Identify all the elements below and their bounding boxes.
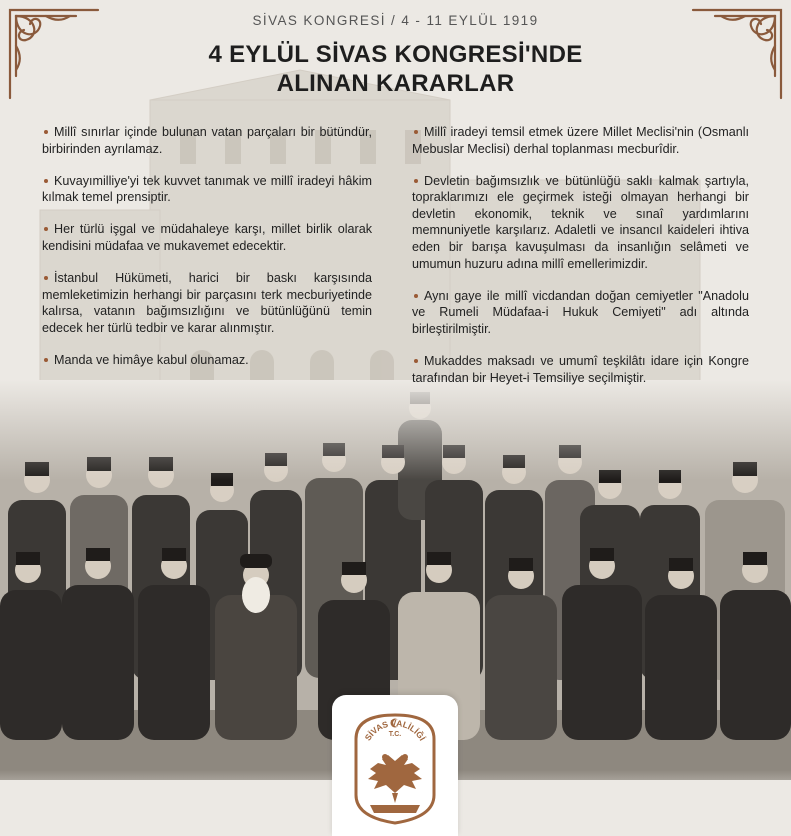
decision-item: Mukaddes maksadı ve umumî teşkilâtı idare için Kongre tarafından bir Heyet-i Temsiliye seçilmiştir. bbox=[412, 354, 749, 385]
decision-item: Millî sınırlar içinde bulunan vatan parçaları bir bütündür, birbirinden ayrılamaz. bbox=[42, 125, 372, 156]
bullet-dot bbox=[414, 294, 418, 298]
title-line-2: ALINAN KARARLAR bbox=[276, 70, 515, 97]
decisions-right-column bbox=[412, 124, 749, 402]
sivas-valiligi-emblem bbox=[352, 709, 438, 827]
decision-item: Her türlü işgal ve müdahaleye karşı, millet birlik olarak kendisini müdafaa ve mukavemet edecektir. bbox=[42, 222, 372, 253]
bullet-dot bbox=[44, 227, 48, 231]
bullet-dot bbox=[414, 130, 418, 134]
bullet-dot bbox=[44, 358, 48, 362]
header-subtitle: SİVAS KONGRESİ / 4 - 11 EYLÜL 1919 bbox=[252, 13, 539, 28]
decision-item: Kuvayımilliye'yi tek kuvvet tanımak ve millî iradeyi hâkim kılmak temel prensiptir. bbox=[42, 173, 372, 205]
emblem-top-text: T.C. bbox=[388, 731, 402, 738]
bullet-dot bbox=[44, 276, 48, 280]
decision-item: Manda ve himâye kabul olunamaz. bbox=[42, 352, 372, 369]
bullet-dot bbox=[414, 359, 418, 363]
decisions-left-column bbox=[42, 124, 372, 384]
bullet-dot bbox=[44, 130, 48, 134]
bullet-dot bbox=[44, 179, 48, 183]
decision-item: Aynı gaye ile millî vicdandan doğan cemiyetler "Anadolu ve Rumeli Müdafaa-i Hukuk Cemiyeti" adı altında birleştirilmiştir. bbox=[412, 288, 749, 336]
emblem-arc-text: SİVAS VALİLİĞİ bbox=[362, 717, 428, 743]
title-line-1: 4 EYLÜL SİVAS KONGRESİ'NDE bbox=[208, 41, 583, 68]
emblem-card bbox=[332, 695, 458, 836]
decision-item: Devletin bağımsızlık ve bütünlüğü saklı kalmak şartıyla, topraklarımızı ele geçirmek isteği olmayan herhangi bir devletin ekonomik, teknik ve sınaî yardımlarını memnuniyetle karşılarız. Adaletli ve insancıl kaideleri ihtiva eden bir barışa kavuşulması da insanlığın selâmeti ve umumun huzuru adına millî emellerimizdir. bbox=[412, 173, 749, 271]
bullet-dot bbox=[414, 179, 418, 183]
decision-item: İstanbul Hükümeti, harici bir baskı karşısında memleketimizin herhangi bir parçasını terk mecburiyetinde kalırsa, vatanın bağımsızlığını ve bütünlüğünü temin edecek her türlü tedbir ve karar alınmıştır. bbox=[42, 271, 372, 335]
decision-item: Millî iradeyi temsil etmek üzere Millet Meclisi'nin (Osmanlı Mebuslar Meclisi) derhal toplanması mecburîdir. bbox=[412, 125, 749, 156]
page-title bbox=[0, 40, 791, 98]
